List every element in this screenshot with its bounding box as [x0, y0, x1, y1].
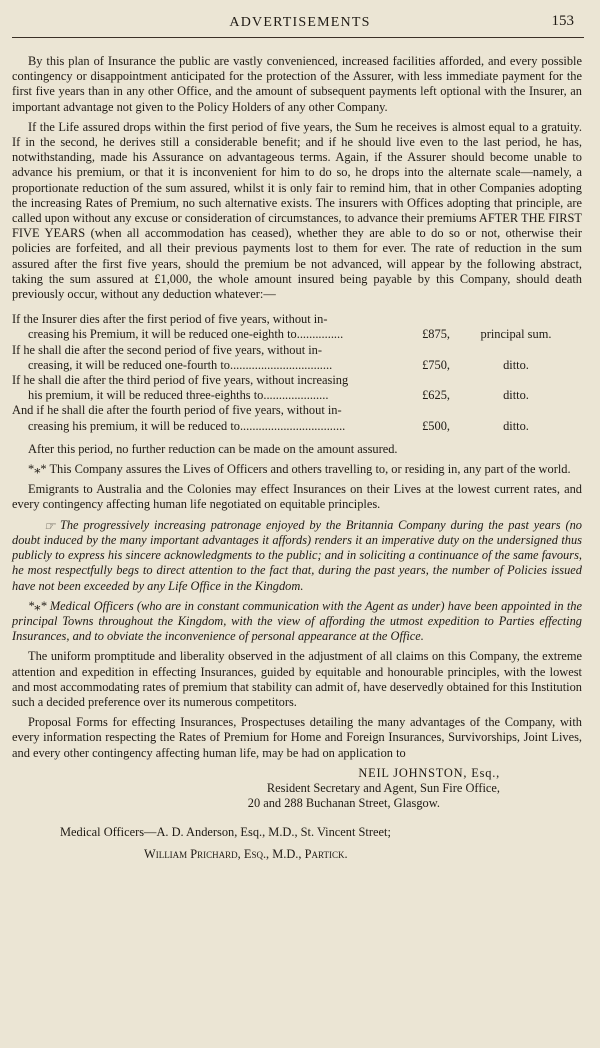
- table-row: [12, 388, 582, 403]
- agent-name: NEIL JOHNSTON, Esq.,: [358, 765, 500, 780]
- row-amount: £500,: [422, 418, 450, 433]
- table-row: [12, 312, 582, 327]
- paragraph-no-further-reduction: After this period, no further reduction can be made on the amount assured.: [28, 441, 398, 456]
- paragraph-plan: By this plan of Insurance the public are vastly convenienced, increased facilities afforded, and every possible contingency or disappointment anticipated for the protection of the Assurer, with less immediate payment for the first five years than in any other Office, and the amount of subsequent payments left optional with the Insurer, an important advantage not given to the Policy Holders of any other Company.: [12, 54, 582, 114]
- table-row: [12, 373, 582, 388]
- row-text: his premium, it will be reduced three-eighths to.....................: [28, 388, 329, 403]
- paragraph-medical-officers: *⁎* Medical Officers (who are in constant communication with the Agent as under) have been appointed in the principal Towns throughout the Kingdom, with the view of affording the utmost expedition to Parties effecting Insurances, and to obviate the inconvenience of personal appearance at the Office.: [12, 598, 582, 644]
- table-row: [12, 419, 582, 434]
- row-note: ditto.: [503, 357, 529, 372]
- paragraph-promptitude: The uniform promptitude and liberality observed in the adjustment of all claims on this Company, the extreme attention and expedition in effecting Insurances, guided by equitable and honourable principles, with the lowest and most accommodating rates of premium that stability can admit of, have deservedly obtained for this Institution such a decided preference over its numerous competitors.: [12, 649, 582, 709]
- footer-line-2: William Prichard, Esq., M.D., Partick.: [144, 846, 348, 861]
- row-text: creasing his premium, it will be reduced to..................................: [28, 418, 346, 433]
- row-amount: £875,: [422, 327, 450, 342]
- paragraph-emigrants: Emigrants to Australia and the Colonies may effect Insurances on their Lives at the lowest current rates, and every contingency affecting human life negotiated on equitable principles.: [12, 482, 582, 512]
- reduction-table: [12, 312, 582, 434]
- row-note: ditto.: [503, 388, 529, 403]
- table-row: [12, 343, 582, 358]
- row-note: ditto.: [503, 418, 529, 433]
- agent-address: 20 and 288 Buchanan Street, Glasgow.: [247, 796, 440, 811]
- page-number: 153: [551, 13, 574, 29]
- agent-signature: [12, 766, 582, 812]
- paragraph-proposal-forms: Proposal Forms for effecting Insurances, Prospectuses detailing the many advantages of the Company, with every information respecting the Rates of Premium for Home and Foreign Insurances, Survivorships, Joint Lives, and every other contingency affecting human life, may be had on application to: [12, 715, 582, 760]
- pointing-hand-icon: ☞: [44, 518, 56, 533]
- footer-line-1: Medical Officers—A. D. Anderson, Esq., M.D., St. Vincent Street;: [60, 825, 391, 840]
- row-text: creasing his Premium, it will be reduced one-eighth to...............: [28, 327, 344, 342]
- paragraph-patronage: [12, 518, 582, 594]
- row-text: And if he shall die after the fourth period of five years, without in-: [12, 403, 342, 418]
- paragraph-officers: *⁎* This Company assures the Lives of Officers and others travelling to, or residing in, any part of the world.: [28, 462, 571, 477]
- table-row: [12, 403, 582, 418]
- page-header-title: ADVERTISEMENTS: [229, 15, 371, 30]
- paragraph-life-assured: If the Life assured drops within the first period of five years, the Sum he receives is almost equal to a gratuity. If in the second, he derives still a considerable benefit; and if he should live even to the last period, he has, notwithstanding, made his Assurance on advantageous terms. Again, if the Assurer should become unable to advance his premium, or that it is inconvenient for him to do so, he drops into the alternate scale—namely, a proportionate reduction of the sum assured, whilst it is only fair to remind him, that in other Companies adopting the increasing Rates of Premium, no such alternative exists. The insurers with Offices adopting that principle, are called upon without any excuse or consideration of circumstances, to advance their premiums AFTER THE FIRST FIVE YEARS (when all accommodation has ceased), whether they are able to do so or not, otherwise their policies are forfeited, and all their previous payments lost to them for ever. The rate of reduction in the sum assured after the first five years, should the premium be not advanced, will appear by the following abstract, taking the sum assured at £1,000, the whole amount insured being payable by this Company, should death previously occur, without any deduction whatever:—: [12, 119, 582, 302]
- medical-officers-footer: [12, 825, 582, 861]
- row-text: If he shall die after the second period of five years, without in-: [12, 342, 323, 357]
- header-rule: [12, 37, 584, 38]
- row-text: If the Insurer dies after the first period of five years, without in-: [12, 312, 328, 327]
- row-text: creasing, it will be reduced one-fourth to.................................: [28, 357, 333, 372]
- row-amount: £625,: [422, 388, 450, 403]
- table-row: [12, 327, 582, 342]
- row-text: If he shall die after the third period of five years, without increasing: [12, 373, 349, 388]
- table-row: [12, 358, 582, 373]
- advertisement-body: [12, 54, 582, 862]
- agent-title: Resident Secretary and Agent, Sun Fire Office,: [266, 780, 500, 795]
- row-note: principal sum.: [480, 327, 552, 342]
- patronage-text: The progressively increasing patronage enjoyed by the Britannia Company during the past years (no doubt induced by the many important advantages it affords) renders it an imperative duty on the undersigned thus publicly to express his sincere acknowledgments to the public; and in soliciting a continuance of the same favours, he most respectfully begs to direct attention to the fact that, during the past years, the number of Policies issued have not been exceeded by any Life Office in the Kingdom.: [12, 517, 582, 593]
- row-amount: £750,: [422, 357, 450, 372]
